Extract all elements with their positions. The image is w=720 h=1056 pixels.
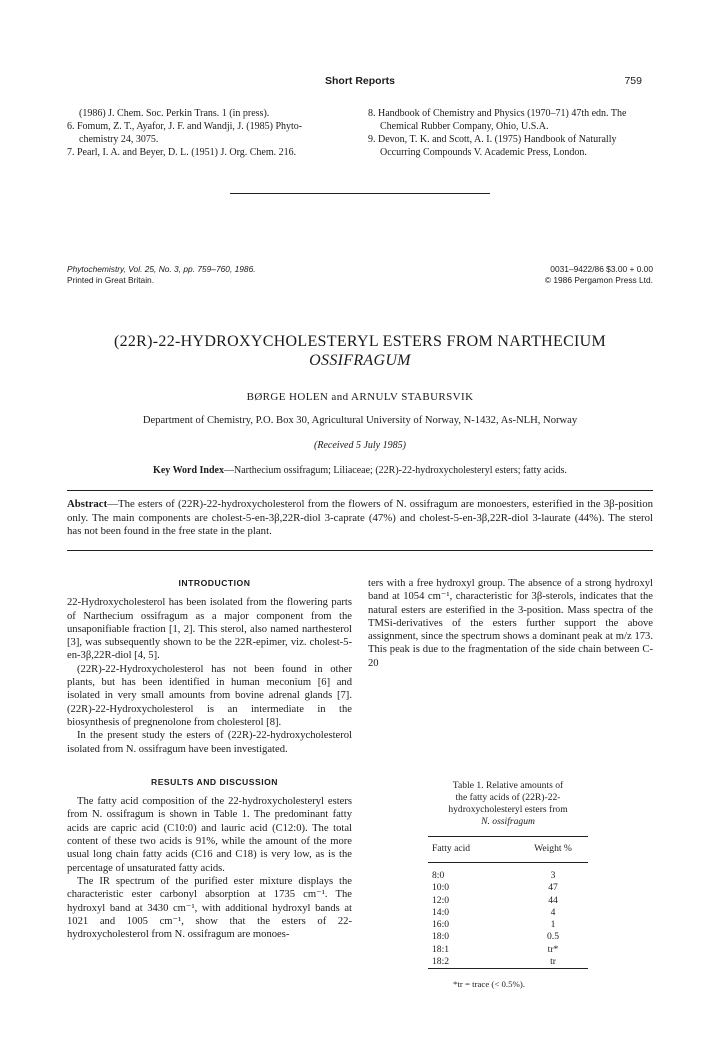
abstract xyxy=(67,498,653,539)
table-row xyxy=(432,870,588,882)
table-caption-line-3: hydroxycholesteryl esters from xyxy=(448,804,568,815)
reference-9: 9. Devon, T. K. and Scott, A. I. (1975) Handbook of Naturally xyxy=(368,134,617,145)
table-caption xyxy=(428,780,588,828)
table-header xyxy=(432,843,588,855)
table-caption-line-2: the fatty acids of (22R)-22- xyxy=(455,792,561,803)
reference-9-tail: Occurring Compounds V. Academic Press, London. xyxy=(380,147,587,158)
abstract-label: Abstract xyxy=(67,498,108,510)
right-paragraph-1: ters with a free hydroxyl group. The absence of a strong hydroxyl band at 1054 cm⁻¹, characteristic for 3β-sterols, indicates that the natural esters are esterified in the 3-position. Mass spectra of the TMSi-derivatives of the esters further support the above assignment, since the spectrum shows a dominant peak at m/z 173. This peak is due to the fragmentation of the side chain between C-20 xyxy=(368,578,653,669)
fatty-acid-cell: 8:0 xyxy=(432,870,445,881)
journal-volume: Phytochemistry, Vol. 25, No. 3, pp. 759–760, 1986. xyxy=(67,264,256,274)
title-line-2: OSSIFRAGUM xyxy=(309,352,411,369)
table-row xyxy=(432,931,588,943)
running-header: Short Reports xyxy=(324,75,395,87)
header-weight: Weight % xyxy=(534,843,572,854)
journal-copyright xyxy=(545,264,653,286)
copyright: © 1986 Pergamon Press Ltd. xyxy=(544,275,653,285)
reference-6: 6. Fomum, Z. T., Ayafor, J. F. and Wandji, J. (1985) Phyto- xyxy=(67,121,303,132)
reference-5-tail: (1986) J. Chem. Soc. Perkin Trans. 1 (in press). xyxy=(79,108,270,119)
intro-paragraph-2: (22R)-22-Hydroxycholesterol has not been found in other plants, but has been identified in human meconium [6] and isolated in very small amounts from bovine adrenal glands [7]. (22R)-22-Hydroxycholesterol is an intermediate in the biosynthesis of pregnenolone from cholesterol [8]. xyxy=(67,663,352,728)
journal-citation xyxy=(67,264,256,286)
table-top-rule xyxy=(428,836,588,837)
table-row xyxy=(432,944,588,956)
table-footnote: *tr = trace (< 0.5%). xyxy=(453,979,525,989)
title-line-1: (22R)-22-HYDROXYCHOLESTERYL ESTERS FROM NARTHECIUM xyxy=(113,333,607,350)
table-caption-line-4: N. ossifragum xyxy=(481,816,535,827)
fatty-acid-cell: 18:0 xyxy=(432,931,450,943)
fatty-acid-cell: 10:0 xyxy=(432,882,450,894)
table-row xyxy=(432,907,588,919)
weight-cell: 4 xyxy=(550,906,556,918)
introduction-heading: INTRODUCTION xyxy=(178,578,251,588)
references-left xyxy=(67,107,352,159)
left-column xyxy=(67,577,352,941)
authors: BØRGE HOLEN and ARNULV STABURSVIK xyxy=(246,391,474,403)
reference-7: 7. Pearl, I. A. and Beyer, D. L. (1951) J. Org. Chem. 216. xyxy=(67,147,297,158)
weight-cell: 47 xyxy=(548,882,558,894)
reference-8: 8. Handbook of Chemistry and Physics (1970–71) 47th edn. The xyxy=(368,108,627,119)
received-date: (Received 5 July 1985) xyxy=(314,440,406,451)
weight-cell: tr xyxy=(550,956,556,968)
weight-cell: 0.5 xyxy=(547,931,559,943)
results-paragraph-1: The fatty acid composition of the 22-hydroxycholesteryl esters from N. ossifragum is shown in Table 1. The predominant fatty acids are capric acid (C10:0) and lauric acid (C12:0). The total content of these two acids is 91%, while the amount of the more usual long chain fatty acids (C16 and C18) is very low, as is the percentage of unsaturated fatty acids. xyxy=(67,796,352,874)
fatty-acid-cell: 16:0 xyxy=(432,919,450,931)
weight-cell: 1 xyxy=(550,919,556,931)
fatty-acid-cell: 12:0 xyxy=(432,894,450,906)
results-paragraph-2: The IR spectrum of the purified ester mixture displays the characteristic ester carbonyl absorption at 1735 cm⁻¹. The hydroxyl band at 3430 cm⁻¹, with additional hydroxyl bands at 1021 and 1005 cm⁻¹, show that the esters of 22-hydroxycholesterol from N. ossifragum are monoes- xyxy=(67,875,352,941)
intro-paragraph-3: In the present study the esters of (22R)-22-hydroxycholesterol isolated from N. ossifragum have been investigated. xyxy=(67,730,352,755)
fatty-acid-cell: 14:0 xyxy=(432,906,450,918)
table-row xyxy=(432,919,588,931)
fatty-acid-cell: 18:1 xyxy=(432,943,450,955)
abstract-top-rule xyxy=(67,490,653,491)
section-divider xyxy=(230,193,490,194)
table-header-rule xyxy=(428,862,588,863)
affiliation: Department of Chemistry, P.O. Box 30, Agricultural University of Norway, N-1432, As-NLH, Norway xyxy=(142,415,578,426)
weight-cell: 3 xyxy=(550,870,556,881)
table-row xyxy=(432,882,588,894)
table-row xyxy=(432,895,588,907)
page-number: 759 xyxy=(624,75,642,87)
fatty-acid-cell: 18:2 xyxy=(432,956,450,968)
printed-in: Printed in Great Britain. xyxy=(67,275,155,285)
keyword-label: Key Word Index xyxy=(153,465,224,476)
keyword-text: —Narthecium ossifragum; Liliaceae; (22R)-22-hydroxycholesteryl esters; fatty acids. xyxy=(223,465,567,476)
table-caption-line-1: Table 1. Relative amounts of xyxy=(452,780,564,791)
article-title xyxy=(0,332,720,370)
intro-paragraph-1: 22-Hydroxycholesterol has been isolated from the flowering parts of Narthecium ossifragum as a major component from the unsaponifiable fraction [1, 2]. This sterol, also named narthesterol [3], was subsequently shown to be the 22R-epimer, viz. cholest-5-en-3β,22R-diol [4, 5]. xyxy=(67,597,352,662)
abstract-text: —The esters of (22R)-22-hydroxycholesterol from the flowers of N. ossifragum are monoesters, esterified in the 3β-position only. The main components are cholest-5-en-3β,22R-diol 3-caprate (47%) and cholest-5-en-3β,22R-diol 3-laurate (44%). The sterol has not been found in the free state in the plant. xyxy=(67,498,653,537)
table-row xyxy=(432,956,588,968)
table-body xyxy=(432,870,588,968)
keyword-index xyxy=(0,465,720,476)
weight-cell: tr* xyxy=(547,943,559,955)
issn-price: 0031–9422/86 $3.00 + 0.00 xyxy=(550,264,653,274)
weight-cell: 44 xyxy=(548,894,558,906)
right-column xyxy=(368,577,653,670)
results-heading: RESULTS AND DISCUSSION xyxy=(150,776,279,787)
table-bottom-rule xyxy=(428,968,588,969)
abstract-bottom-rule xyxy=(67,550,653,551)
reference-8-tail: Chemical Rubber Company, Ohio, U.S.A. xyxy=(380,121,549,132)
references-right xyxy=(368,107,658,159)
header-fatty-acid: Fatty acid xyxy=(432,843,471,854)
reference-6-tail: chemistry 24, 3075. xyxy=(79,134,159,145)
